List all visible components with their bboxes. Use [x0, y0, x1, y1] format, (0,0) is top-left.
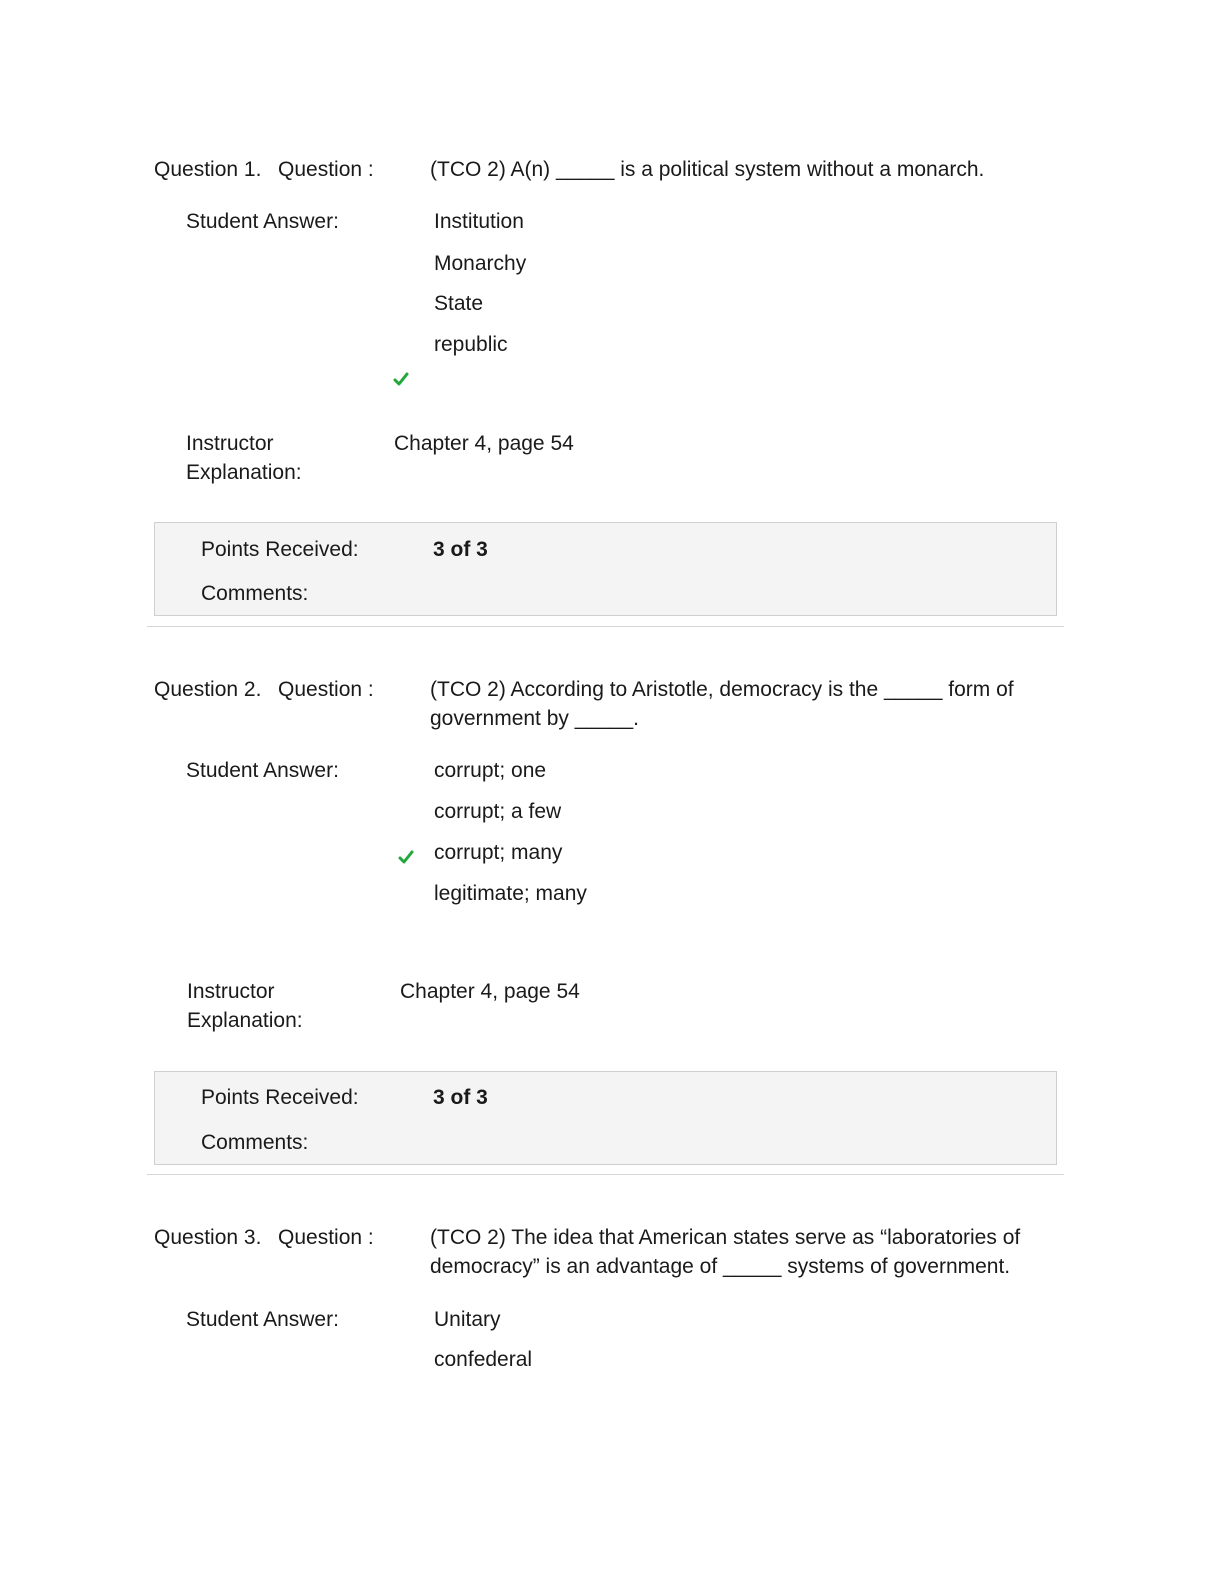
answer-option: legitimate; many [434, 882, 587, 905]
instructor-explanation: Chapter 4, page 54 [400, 980, 580, 1003]
answer-option-correct: corrupt; many [434, 841, 563, 864]
instructor-explanation-label: Explanation: [186, 461, 302, 484]
answer-option: Monarchy [434, 252, 527, 275]
student-answer-label: Student Answer: [186, 210, 339, 233]
question-separator [147, 626, 1064, 627]
instructor-explanation-label: Explanation: [187, 1009, 303, 1032]
points-received-value: 3 of 3 [433, 1086, 488, 1109]
student-answer-label: Student Answer: [186, 1308, 339, 1331]
question-label: Question : [278, 1226, 374, 1249]
answer-option: corrupt; one [434, 759, 547, 782]
points-received-label: Points Received: [201, 538, 359, 561]
student-answer-label: Student Answer: [186, 759, 339, 782]
answer-option: confederal [434, 1348, 533, 1371]
question-separator [147, 1174, 1064, 1175]
question-text-line-2: government by _____. [430, 707, 639, 730]
points-box [154, 522, 1057, 616]
question-label: Question : [278, 158, 374, 181]
answer-option: Institution [434, 210, 524, 233]
answer-option: corrupt; a few [434, 800, 562, 823]
answer-option: State [434, 292, 484, 315]
question-text-line-2: democracy” is an advantage of _____ systems of government. [430, 1255, 1011, 1278]
check-icon [398, 849, 414, 865]
question-text-line-1: (TCO 2) The idea that American states serve as “laboratories of [430, 1226, 1021, 1249]
question-text: (TCO 2) A(n) _____ is a political system without a monarch. [430, 158, 985, 181]
comments-label: Comments: [201, 582, 309, 605]
question-text-line-1: (TCO 2) According to Aristotle, democracy is the _____ form of [430, 678, 1014, 701]
instructor-explanation: Chapter 4, page 54 [394, 432, 574, 455]
instructor-explanation-label: Instructor [187, 980, 275, 1003]
question-number-label: Question 2. [154, 678, 262, 701]
points-box [154, 1071, 1057, 1165]
question-number-label: Question 1. [154, 158, 262, 181]
instructor-explanation-label: Instructor [186, 432, 274, 455]
comments-label: Comments: [201, 1131, 309, 1154]
answer-option: republic [434, 333, 508, 356]
question-label: Question : [278, 678, 374, 701]
check-icon [393, 371, 409, 387]
points-received-label: Points Received: [201, 1086, 359, 1109]
answer-option: Unitary [434, 1308, 501, 1331]
points-received-value: 3 of 3 [433, 538, 488, 561]
question-number-label: Question 3. [154, 1226, 262, 1249]
